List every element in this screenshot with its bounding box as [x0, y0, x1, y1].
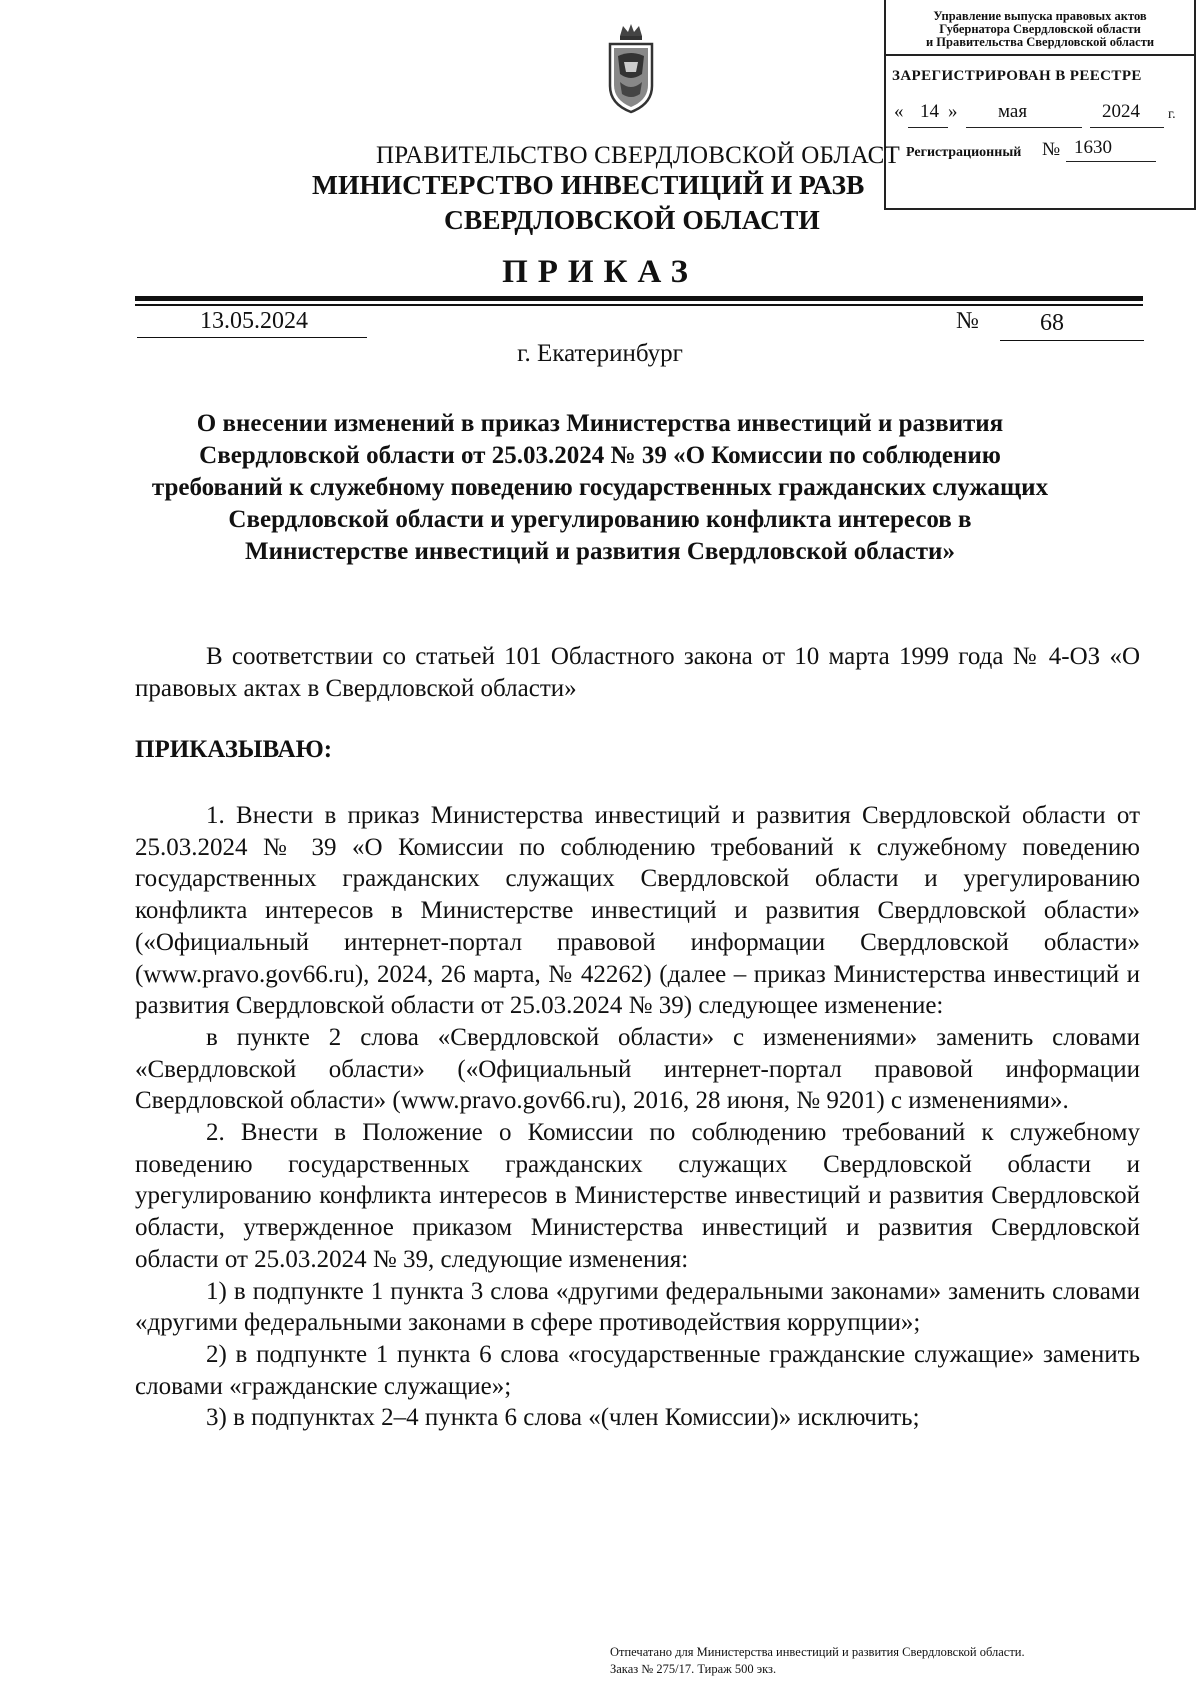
registration-office-line: Губернатора Свердловской области [939, 22, 1141, 36]
date-underline [137, 337, 367, 338]
registration-date [886, 101, 1194, 131]
coat-of-arms-emblem [604, 22, 658, 120]
city: г. Екатеринбург [517, 340, 683, 367]
ministry-name-line2: СВЕРДЛОВСКОЙ ОБЛАСТИ [444, 204, 820, 235]
order-subject: О внесении изменений в приказ Министерства инвестиций и развития Свердловской области от 25.03.2024 № 39 «О Комиссии по соблюдению требований к служебному поведению государственных гражданских служащих Свердловской области и урегулированию конфликта интересов в Министерстве инвестиций и развития Свердловской области» [151, 410, 1049, 565]
order-date: 13.05.2024 [200, 308, 308, 334]
footer-line: Отпечатано для Министерства инвестиций и развития Свердловской области. [610, 1645, 1025, 1659]
header-divider-thin [135, 304, 1143, 306]
item-2-subitem-3: 3) в подпунктах 2–4 пункта 6 слова «(член Комиссии)» исключить; [206, 1404, 920, 1432]
item-1: 1. Внести в приказ Министерства инвестиций и развития Свердловской области от 25.03.2024 № 39 «О Комиссии по соблюдению требований к служебному поведению государственных гражданских служащих Свердловской области и урегулированию конфликта интересов в Министерстве инвестиций и развития Свердловской области» («Официальный интернет-портал правовой информации Свердловской области» (www.pravo.gov66.ru), 2024, 26 марта, № 42262) (далее – приказ Министерства инвестиций и развития Свердловской области от 25.03.2024 № 39) следующее изменение: [135, 802, 1140, 1020]
order-items [135, 800, 1140, 1434]
registration-office [886, 0, 1194, 56]
registration-month: мая [998, 101, 1028, 122]
preamble: В соответствии со статьей 101 Областного закона от 10 марта 1999 года № 4-ОЗ «О правовых актах в Свердловской области» [135, 643, 1140, 702]
order-number-sign: № [956, 308, 979, 334]
registration-stamp [884, 0, 1196, 210]
header-divider [135, 296, 1143, 301]
order-number: 68 [1040, 310, 1064, 336]
item-2-subitem-1: 1) в подпункте 1 пункта 3 слова «другими федеральными законами» заменить словами «другими федеральными законами в сфере противодействия коррупции»; [135, 1277, 1140, 1337]
ministry-name-line1: МИНИСТЕРСТВО ИНВЕСТИЦИЙ И РАЗВ [312, 169, 865, 200]
registration-year: 2024 [1102, 101, 1140, 122]
registration-number-row [886, 137, 1194, 171]
item-2-subitem-2: 2) в подпункте 1 пункта 6 слова «государственные гражданские служащие» заменить словами «гражданские служащие»; [135, 1340, 1140, 1400]
registration-title: ЗАРЕГИСТРИРОВАН В РЕЕСТРЕ [892, 68, 1142, 84]
registration-number: 1630 [1074, 137, 1112, 158]
registration-office-line: Управление выпуска правовых актов [933, 9, 1147, 23]
order-verb: ПРИКАЗЫВАЮ: [135, 736, 333, 763]
registration-year-suffix: г. [1168, 107, 1176, 122]
item-2: 2. Внести в Положение о Комиссии по соблюдению требований к служебному поведению государственных гражданских служащих Свердловской области и урегулированию конфликта интересов в Министерстве инвестиций и развития Свердловской области, утвержденное приказом Министерства инвестиций и развития Свердловской области от 25.03.2024 № 39, следующие изменения: [135, 1119, 1140, 1273]
document-type: ПРИКАЗ [502, 254, 698, 290]
government-name: ПРАВИТЕЛЬСТВО СВЕРДЛОВСКОЙ ОБЛАСТ [376, 142, 900, 169]
registration-close-quote: » [948, 101, 958, 122]
registration-office-line: и Правительства Свердловской области [925, 35, 1155, 49]
registration-open-quote: « [894, 101, 904, 122]
registration-number-label: Регистрационный [906, 145, 1022, 160]
print-footer [610, 1644, 1025, 1678]
item-1-change: в пункте 2 слова «Свердловской области» с изменениями» заменить словами «Свердловской области» («Официальный интернет-портал правовой информации Свердловской области» (www.pravo.gov66.ru), 2016, 28 июня, № 9201) с изменениями». [135, 1023, 1140, 1115]
registration-day: 14 [920, 101, 939, 122]
footer-line: Заказ № 275/17. Тираж 500 экз. [610, 1662, 777, 1676]
registration-number-sign: № [1042, 139, 1061, 160]
